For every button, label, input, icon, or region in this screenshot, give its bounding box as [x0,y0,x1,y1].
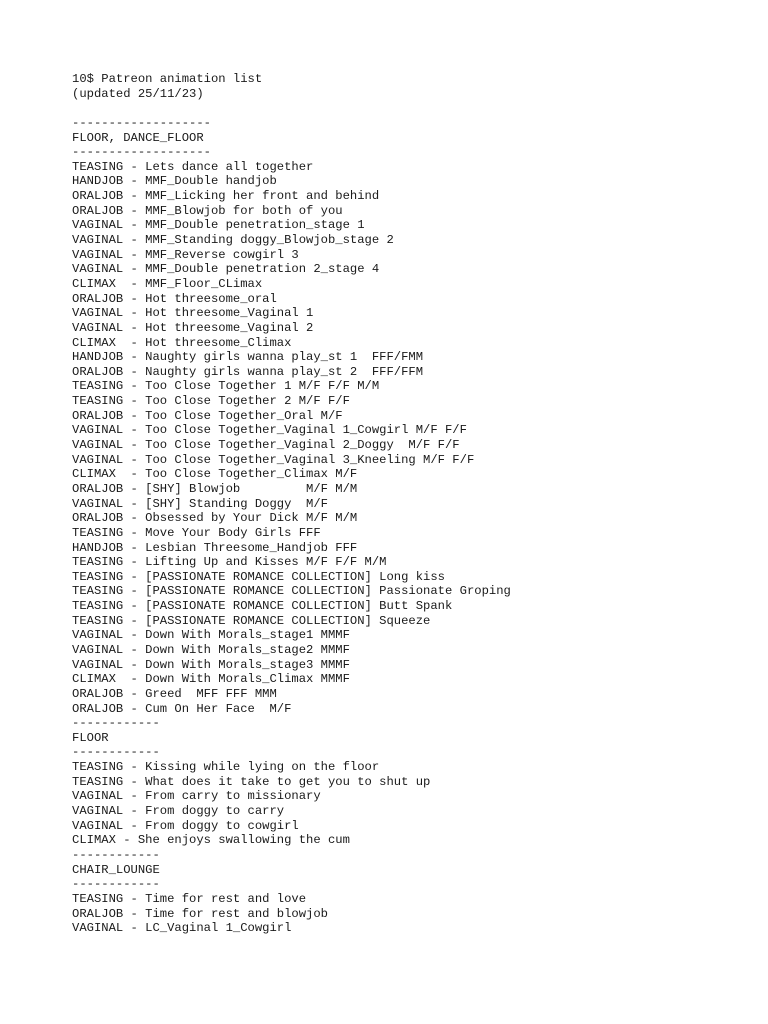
text-line: ORALJOB - Time for rest and blowjob [72,906,328,921]
text-line: ORALJOB - Cum On Her Face M/F [72,701,292,716]
text-line: TEASING - Lets dance all together [72,159,314,174]
text-line: VAGINAL - MMF_Standing doggy_Blowjob_stage 2 [72,233,394,248]
text-line: ORALJOB - Naughty girls wanna play_st 2 FFF/FFM [72,364,424,379]
text-line: VAGINAL - Down With Morals_stage3 MMMF [72,657,350,672]
text-line: ------------ [72,847,160,862]
text-line: VAGINAL - From carry to missionary [72,789,321,804]
text-line: VAGINAL - Down With Morals_stage2 MMMF [72,642,350,657]
text-line [72,101,752,116]
text-line: VAGINAL - MMF_Reverse cowgirl 3 [72,247,299,262]
text-line: ------------ [72,877,160,892]
text-line: ORALJOB - MMF_Blowjob for both of you [72,203,343,218]
text-line: CLIMAX - MMF_Floor_CLimax [72,276,263,291]
text-line: VAGINAL - [SHY] Standing Doggy M/F [72,496,328,511]
text-line: TEASING - Kissing while lying on the floor [72,760,380,775]
text-line: ORALJOB - Too Close Together_Oral M/F [72,408,343,423]
text-line: VAGINAL - LC_Vaginal 1_Cowgirl [72,921,292,936]
text-line: TEASING - What does it take to get you to shut up [72,774,431,789]
text-line: CHAIR_LOUNGE [72,862,160,877]
text-line: VAGINAL - MMF_Double penetration_stage 1 [72,218,365,233]
text-line: HANDJOB - MMF_Double handjob [72,174,277,189]
text-line: (updated 25/11/23) [72,86,204,101]
text-line: VAGINAL - Hot threesome_Vaginal 1 [72,306,314,321]
text-line: VAGINAL - Hot threesome_Vaginal 2 [72,320,314,335]
text-line: TEASING - [PASSIONATE ROMANCE COLLECTION] Passionate Groping [72,584,511,599]
text-line: TEASING - Too Close Together 1 M/F F/F M/M [72,379,380,394]
text-line: ORALJOB - Obsessed by Your Dick M/F M/M [72,511,358,526]
text-line: CLIMAX - She enjoys swallowing the cum [72,833,350,848]
text-line: 10$ Patreon animation list [72,72,263,86]
text-line: HANDJOB - Lesbian Threesome_Handjob FFF [72,540,358,555]
text-line: VAGINAL - From doggy to carry [72,804,285,819]
text-line: ORALJOB - [SHY] Blowjob M/F M/M [72,481,358,496]
text-line: ------------------- [72,115,211,130]
text-line: CLIMAX - Too Close Together_Climax M/F [72,467,358,482]
text-line: TEASING - [PASSIONATE ROMANCE COLLECTION] Long kiss [72,569,445,584]
text-line: TEASING - Lifting Up and Kisses M/F F/F M/M [72,555,387,570]
text-line: ORALJOB - Hot threesome_oral [72,291,277,306]
document-page [72,72,752,936]
text-line: CLIMAX - Down With Morals_Climax MMMF [72,672,350,687]
text-line: ORALJOB - Greed MFF FFF MMM [72,686,277,701]
text-line: ORALJOB - MMF_Licking her front and behind [72,189,380,204]
text-line: ------------ [72,716,160,731]
text-line: TEASING - [PASSIONATE ROMANCE COLLECTION] Butt Spank [72,599,453,614]
text-line: FLOOR [72,730,109,745]
text-line: TEASING - Too Close Together 2 M/F F/F [72,394,350,409]
text-line: FLOOR, DANCE_FLOOR [72,130,204,145]
text-line: ------------------- [72,145,211,160]
text-line: VAGINAL - MMF_Double penetration 2_stage 4 [72,262,380,277]
text-line: TEASING - Time for rest and love [72,891,307,906]
text-line: TEASING - [PASSIONATE ROMANCE COLLECTION] Squeeze [72,613,431,628]
text-line: ------------ [72,745,160,760]
text-line: VAGINAL - Down With Morals_stage1 MMMF [72,628,350,643]
text-line: VAGINAL - Too Close Together_Vaginal 1_Cowgirl M/F F/F [72,423,467,438]
text-line: VAGINAL - Too Close Together_Vaginal 3_Kneeling M/F F/F [72,452,475,467]
text-line: CLIMAX - Hot threesome_Climax [72,335,292,350]
text-line: VAGINAL - Too Close Together_Vaginal 2_Doggy M/F F/F [72,438,460,453]
text-line: HANDJOB - Naughty girls wanna play_st 1 FFF/FMM [72,350,424,365]
text-line: TEASING - Move Your Body Girls FFF [72,525,321,540]
text-line: VAGINAL - From doggy to cowgirl [72,818,299,833]
